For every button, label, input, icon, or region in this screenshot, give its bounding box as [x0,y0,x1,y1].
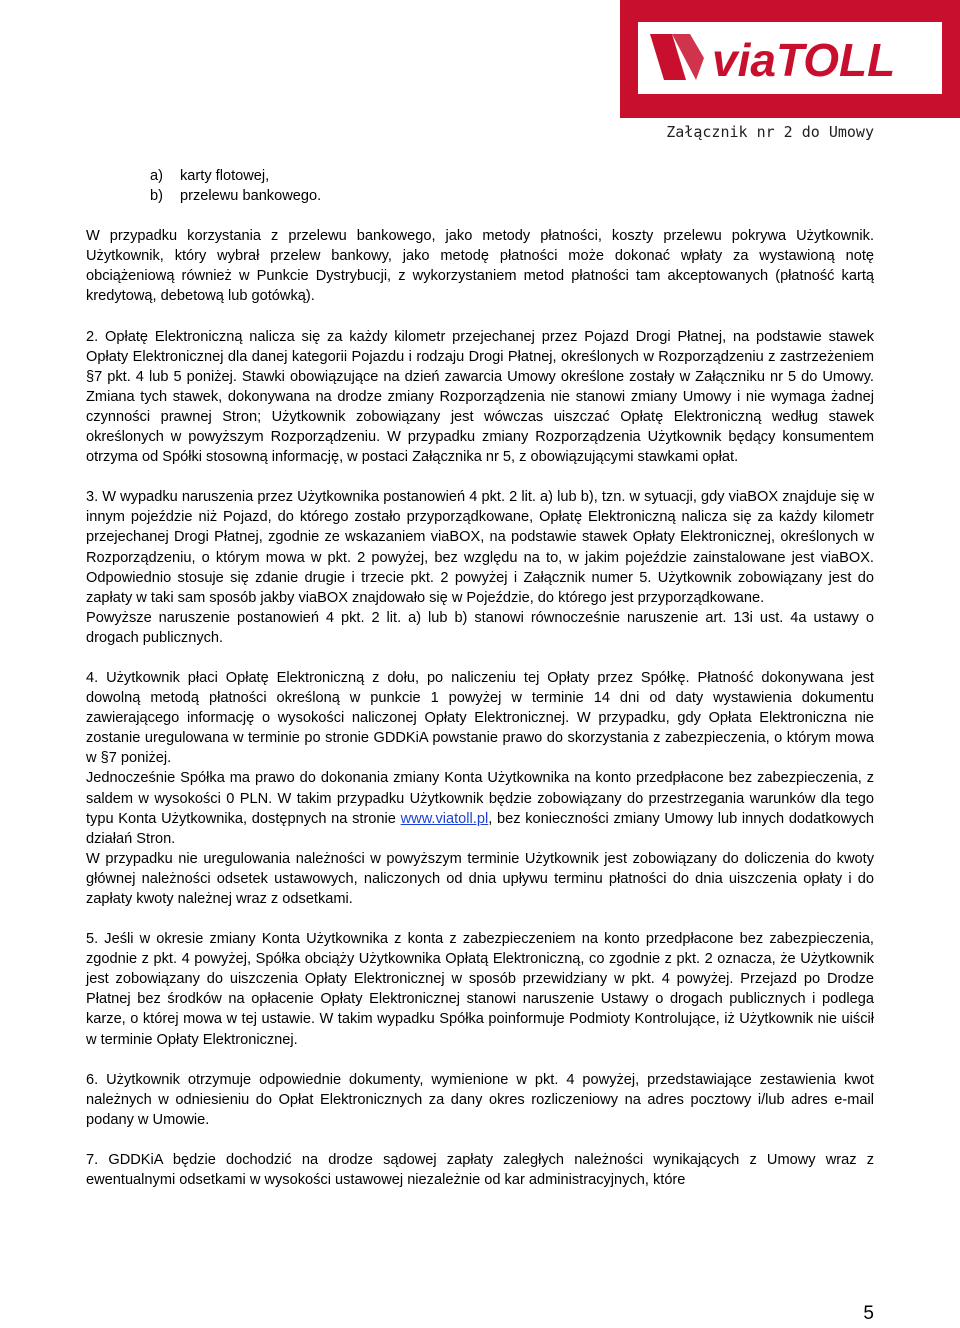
list-item-text: karty flotowej, [180,168,270,184]
page-number: 5 [863,1303,874,1324]
paragraph-4b-text: Jednocześnie Spółka ma prawo do dokonania zmiany Konta Użytkownika na konto przedpłacone bez zabezpieczenia, z saldem w wysokości 0 PLN. W takim przypadku Użytkownik będzie zobowiązany do przestrzegania warunków dla tego typu Konta Użytkownika, dostępnych na stronie [86,770,874,827]
paragraph-3b: Powyższe naruszenie postanowień 4 pkt. 2 lit. a) lub b) stanowi równocześnie naruszenie art. 13i ust. 4a ustawy o drogach publicznych. [86,609,874,646]
paragraph-7: 7. GDDKiA będzie dochodzić na drodze sądowej zapłaty zaległych należności wynikających z Umowy wraz z ewentualnymi odsetkami w wysokości ustawowej niezależnie od kar administracyjnych, które [86,1151,874,1189]
list-item [150,186,874,206]
paragraph-5: 5. Jeśli w okresie zmiany Konta Użytkownika z konta z zabezpieczeniem na konto przedpłacone bez zabezpieczenia, zgodnie z pkt. 4 powyżej, Spółka obciąży Użytkownika Opłatą Elektroniczną, co zgodnie z pkt. 2 oznacza, że Użytkownik jest zobowiązany do uiszczenia Opłaty Elektronicznej w sposób przewidziany w pkt. 4 powyżej. Przejazd po Drodze Płatnej bez środków na opłacenie Opłaty Elektronicznej stanowi naruszenie Ustawy o drogach publicznych i podlega karze, o której mowa w tej ustawie. W takim wypadku Spółka poinformuje Podmioty Kontrolujące, iż Użytkownik nie uiścił w terminie Opłaty Elektronicznej. [86,931,874,1048]
list-marker: b) [150,188,163,205]
annex-label: Załącznik nr 2 do Umowy [666,123,874,141]
paragraph-3: 3. W wypadku naruszenia przez Użytkownika postanowień 4 pkt. 2 lit. a) lub b), tzn. w sytuacji, gdy viaBOX znajduje się w innym pojeździe niż Pojazd, do którego zostało przyporządkowane, Opłatę Elektroniczną nalicza się za każdy kilometr przejechanej Drogi Płatnej, zgodnie ze wskazaniem viaBOX, na podstawie stawek Opłaty Elektronicznej, określonych w Rozporządzeniu, o którym mowa w pkt. 2 powyżej, bez względu na to, w jakim pojeździe zainstalowane jest viaBOX. Odpowiednio stosuje się zdanie drugie i trzecie pkt. 2 powyżej i Załącznik numer 5. Użytkownik zobowiązany jest do zapłaty w taki sam sposób jakby viaBOX znajdowało się w Pojeździe, do którego jest przyporządkowane. [86,489,874,606]
paragraph-4c: W przypadku nie uregulowania należności w powyższym terminie Użytkownik jest zobowiązany do doliczenia do kwoty głównej należności odsetek ustawowych, naliczonych od dnia upływu terminu płatności do dnia uiszczenia opłaty i do zapłaty kwoty należnej wraz z odsetkami. [86,850,874,907]
svg-text:viaTOLL: viaTOLL [712,34,896,86]
paragraph-4b [86,768,874,848]
payment-method-list [86,166,874,206]
paragraph-4: 4. Użytkownik płaci Opłatę Elektroniczną z dołu, po naliczeniu tej Opłaty przez Spółkę. Płatność dokonywana jest dowolną metodą płatności określoną w punkcie 1 powyżej w terminie 14 dni od daty wystawienia dokumentu zawierającego informację o wysokości naliczonej Opłaty Elektronicznej. W przypadku, gdy Opłata Elektroniczna nie zostanie uregulowana w terminie po stronie GDDKiA powstanie prawo do skorzystania z zabezpieczenia, o którym mowa w §7 poniżej. [86,669,874,767]
viatoll-logo [620,0,960,118]
paragraph-2: 2. Opłatę Elektroniczną nalicza się za każdy kilometr przejechanej przez Pojazd Drogi Płatnej, na podstawie stawek Opłaty Elektronicznej dla danej kategorii Pojazdu i rodzaju Drogi Płatnej, określonych w Rozporządzeniu z zastrzeżeniem §7 pkt. 4 lub 5 poniżej. Stawki obowiązujące na dzień zawarcia Umowy określone zostały w Załączniku nr 5 do Umowy. Zmiana tych stawek, dokonywana na drodze zmiany Rozporządzenia nie stanowi zmiany Umowy i nie wymaga żadnej czynności prawnej Stron; Użytkownik zobowiązany jest wówczas uiszczać Opłatę Elektroniczną według stawek określonych w powyższym Rozporządzeniu. W przypadku zmiany Rozporządzenia Użytkownik będący konsumentem otrzyma od Spółki stosowną informację, w postaci Załącznika nr 5, z obowiązującymi stawkami opłat. [86,328,874,466]
paragraph-transfer-costs: W przypadku korzystania z przelewu bankowego, jako metody płatności, koszty przelewu pokrywa Użytkownik. Użytkownik, który wybrał przelew bankowy, jako metodę płatności może dokonać wpłaty za wystawioną notę obciążeniową również w Punkcie Dystrybucji, z wykorzystaniem metod płatności tam akceptowanych (płatność kartą kredytową, debetową lub gotówką). [86,228,874,305]
document-body [86,166,874,1190]
paragraph-4b-text-end: , bez konieczności zmiany Umowy lub innych dodatkowych działań Stron. [86,810,874,847]
list-marker: a) [150,168,163,184]
list-item-text: przelewu bankowego. [180,188,322,205]
viatoll-logo-graphic [620,0,960,118]
paragraph-6: 6. Użytkownik otrzymuje odpowiednie dokumenty, wymienione w pkt. 4 powyżej, przedstawiające zestawienia kwot należnych w odniesieniu do Opłat Elektronicznych za dany okres rozliczeniowy na adres pocztowy i/lub adres e-mail podany w Umowie. [86,1071,874,1128]
viatoll-website-link[interactable]: www.viatoll.pl [400,810,489,827]
list-item [150,166,874,186]
